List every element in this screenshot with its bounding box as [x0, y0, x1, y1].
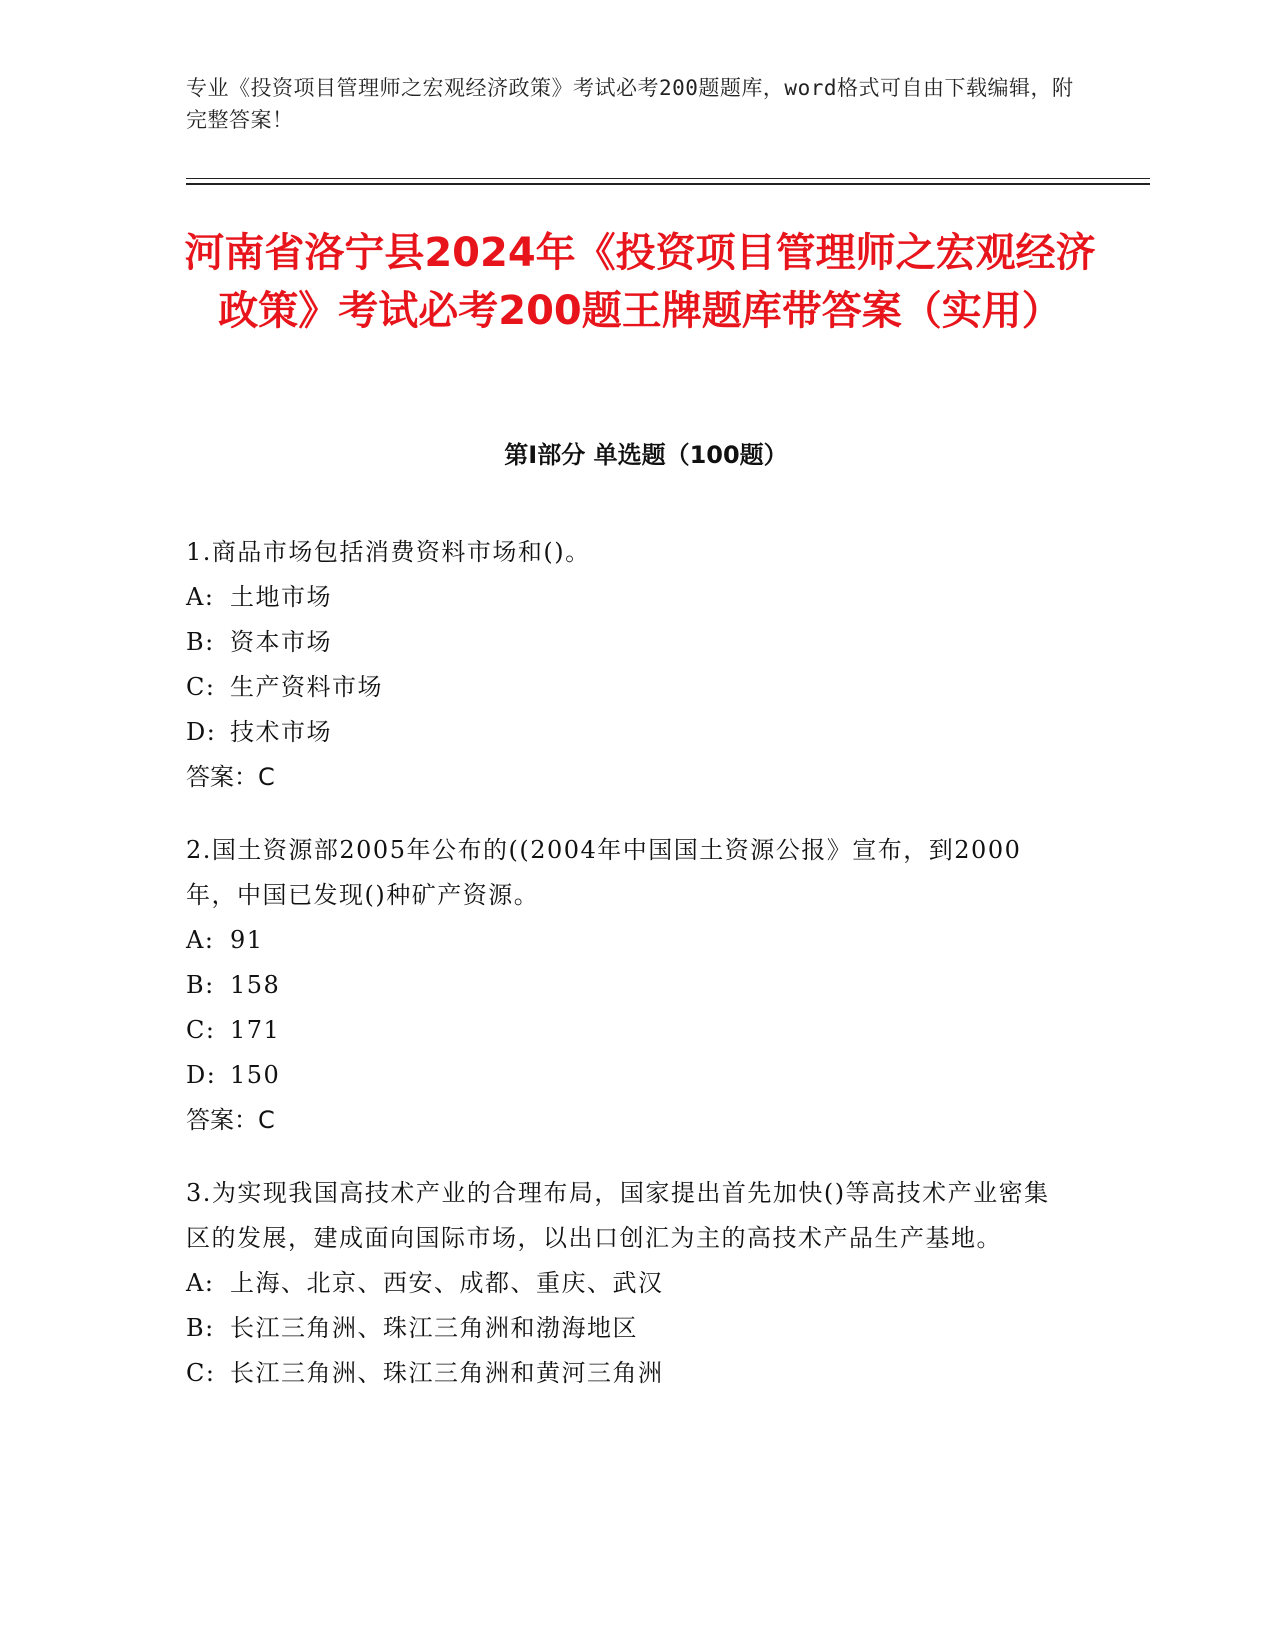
option-key: B:	[186, 1314, 215, 1342]
option-b	[186, 1306, 1066, 1351]
option-b	[186, 963, 1066, 1008]
option-key: A:	[186, 583, 215, 611]
question-list	[186, 530, 1066, 1424]
option-a	[186, 575, 1066, 620]
section-title: 第Ⅰ部分 单选题（100题）	[504, 441, 788, 469]
option-text: 171	[230, 1016, 281, 1044]
question-3	[186, 1171, 1066, 1396]
option-key: B:	[186, 628, 215, 656]
option-key: C:	[186, 673, 216, 701]
option-text: 91	[230, 926, 264, 954]
answer: 答案：C	[186, 763, 275, 791]
question-stem: 3.为实现我国高技术产业的合理布局，国家提出首先加快()等高技术产业密集区的发展，建成面向国际市场，以出口创汇为主的高技术产品生产基地。	[186, 1179, 1050, 1252]
question-stem: 1.商品市场包括消费资料市场和()。	[186, 538, 591, 566]
question-2	[186, 828, 1066, 1143]
option-text: 资本市场	[230, 628, 332, 656]
option-text: 150	[230, 1061, 281, 1089]
option-c	[186, 665, 1066, 710]
option-key: D:	[186, 718, 217, 746]
option-c	[186, 1351, 1066, 1396]
option-key: A:	[186, 1269, 215, 1297]
option-text: 技术市场	[230, 718, 332, 746]
answer: 答案：C	[186, 1106, 275, 1134]
option-key: D:	[186, 1061, 217, 1089]
option-text: 上海、北京、西安、成都、重庆、武汉	[230, 1269, 664, 1297]
option-text: 长江三角洲、珠江三角洲和黄河三角洲	[230, 1359, 664, 1387]
option-text: 生产资料市场	[230, 673, 383, 701]
option-d	[186, 710, 1066, 755]
header-note: 专业《投资项目管理师之宏观经济政策》考试必考200题题库，word格式可自由下载编辑，附完整答案！	[186, 76, 1074, 132]
question-1	[186, 530, 1066, 800]
option-key: A:	[186, 926, 215, 954]
option-d	[186, 1053, 1066, 1098]
option-a	[186, 1261, 1066, 1306]
option-key: B:	[186, 971, 215, 999]
header-divider-thick	[186, 183, 1150, 185]
option-b	[186, 620, 1066, 665]
option-text: 土地市场	[230, 583, 332, 611]
option-c	[186, 1008, 1066, 1053]
option-key: C:	[186, 1016, 216, 1044]
header-divider-thin	[186, 178, 1150, 179]
option-text: 长江三角洲、珠江三角洲和渤海地区	[230, 1314, 638, 1342]
option-key: C:	[186, 1359, 216, 1387]
option-a	[186, 918, 1066, 963]
document-title: 河南省洛宁县2024年《投资项目管理师之宏观经济政策》考试必考200题王牌题库带答案（实用）	[184, 230, 1096, 334]
question-stem: 2.国土资源部2005年公布的((2004年中国国土资源公报》宣布，到2000年，中国已发现()种矿产资源。	[186, 836, 1022, 909]
option-text: 158	[230, 971, 281, 999]
